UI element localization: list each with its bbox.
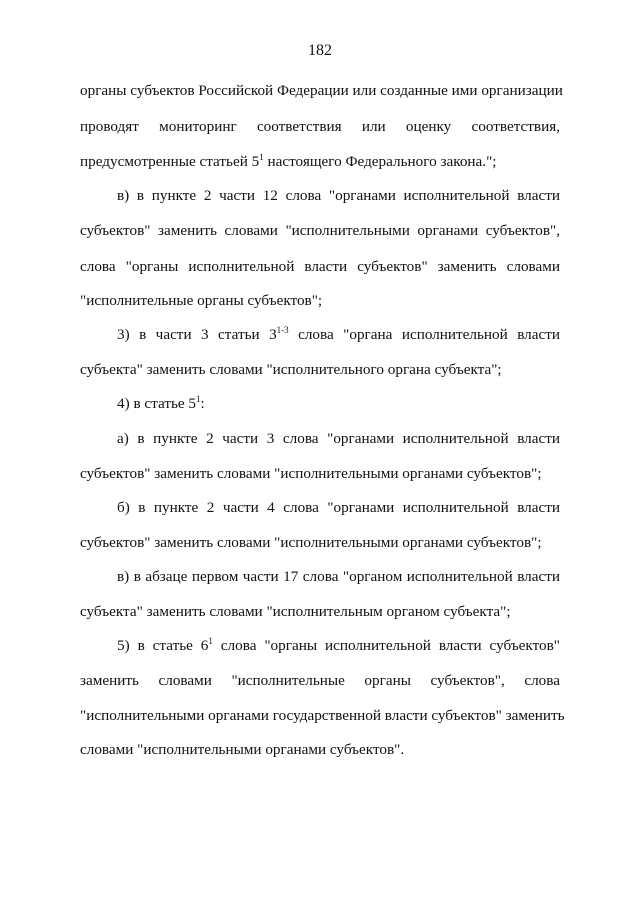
text-segment: настоящего Федерального закона."; <box>263 153 497 170</box>
text-segment: : <box>200 395 205 412</box>
superscript: 1 <box>208 636 213 646</box>
text-line: "исполнительные органы субъектов"; <box>80 292 323 309</box>
text-line: органы субъектов Российской Федерации или созданные ими организации <box>80 82 563 99</box>
text-line <box>117 326 560 344</box>
text-segment: слова "органы исполнительной власти субъектов" <box>212 637 560 654</box>
text-segment: слова "органа исполнительной власти <box>288 326 561 343</box>
text-line: а) в пункте 2 части 3 слова "органами исполнительной власти <box>117 430 560 447</box>
superscript: 1-3 <box>276 325 289 335</box>
text-line: субъектов" заменить словами "исполнительными органами субъектов"; <box>80 534 542 551</box>
page-number: 182 <box>308 42 332 59</box>
text-segment: предусмотренные статьей 5 <box>80 153 260 170</box>
text-line: заменить словами "исполнительные органы субъектов", слова <box>80 672 560 689</box>
text-line: субъектов" заменить словами "исполнительными органами субъектов"; <box>80 465 542 482</box>
text-line: б) в пункте 2 части 4 слова "органами исполнительной власти <box>117 499 560 516</box>
text-line <box>117 637 560 655</box>
text-line: в) в абзаце первом части 17 слова "органом исполнительной власти <box>117 568 560 585</box>
superscript: 1 <box>196 394 201 404</box>
text-line: проводят мониторинг соответствия или оценку соответствия, <box>80 118 560 135</box>
text-line: субъекта" заменить словами "исполнительным органом субъекта"; <box>80 603 511 620</box>
text-line: субъекта" заменить словами "исполнительного органа субъекта"; <box>80 361 502 378</box>
text-segment: 5) в статье 6 <box>117 637 209 654</box>
text-line: в) в пункте 2 части 12 слова "органами исполнительной власти <box>117 187 560 204</box>
text-line <box>80 153 560 171</box>
text-line: слова "органы исполнительной власти субъектов" заменить словами <box>80 258 560 275</box>
text-line <box>117 395 560 413</box>
text-line: "исполнительными органами государственной власти субъектов" заменить <box>80 707 565 724</box>
superscript: 1 <box>259 152 264 162</box>
text-segment: 4) в статье 5 <box>117 395 197 412</box>
text-segment: 3) в части 3 статьи 3 <box>117 326 277 343</box>
text-line: субъектов" заменить словами "исполнительными органами субъектов", <box>80 222 560 239</box>
text-line: словами "исполнительными органами субъектов". <box>80 741 405 758</box>
